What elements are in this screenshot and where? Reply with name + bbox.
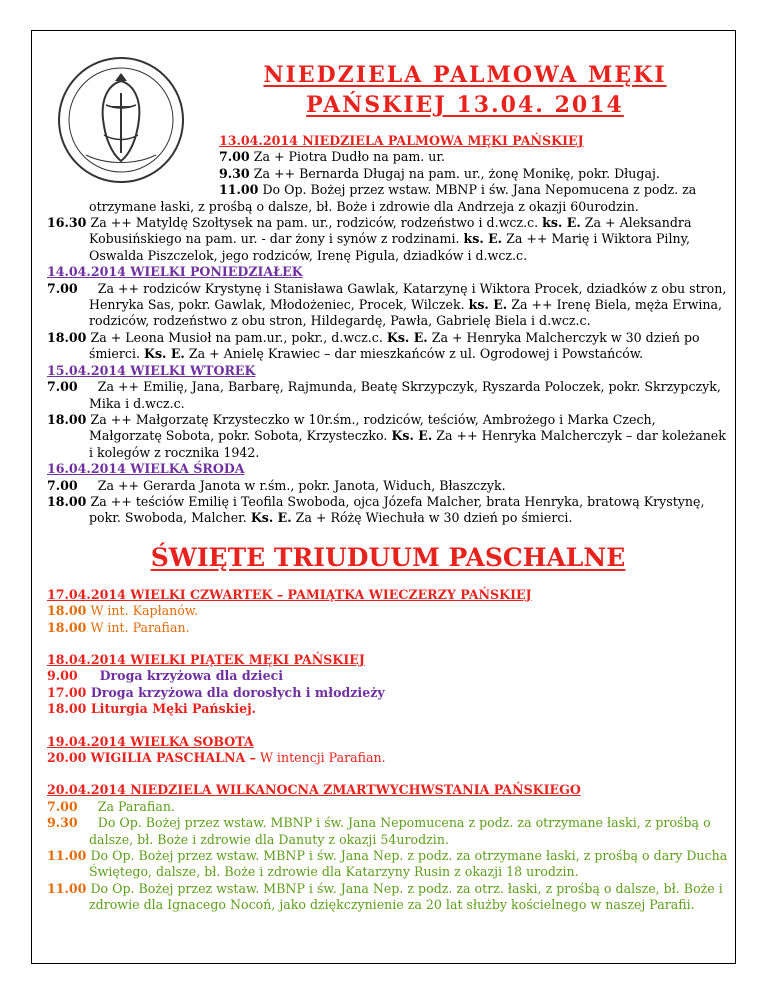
mass-intention: Za ++ Marię i Wiktora Pilny, Oswalda Piszczelok, jego rodziców, Irenę Pigula, dziadków i d.wcz.c. bbox=[89, 231, 691, 263]
mass-time: 7.00 bbox=[47, 379, 78, 395]
mass-time: 18.00 bbox=[47, 701, 87, 717]
mass-intention: Za ++ Emilię, Jana, Barbarę, Rajmunda, Beatę Skrzypczyk, Ryszarda Poloczek, pokr. Skrzypczyk, Mika i d.wcz.c. bbox=[89, 379, 721, 411]
list-item bbox=[219, 166, 729, 182]
mass-schedule bbox=[47, 133, 729, 914]
day-header-friday: 18.04.2014 WIELKI PIĄTEK MĘKI PAŃSKIEJ bbox=[47, 651, 365, 667]
mass-intention: Droga krzyżowa dla dzieci bbox=[99, 668, 284, 684]
mass-intention: W int. Kapłanów. bbox=[90, 603, 199, 619]
mass-time: 20.00 bbox=[47, 750, 87, 765]
mass-time: 18.00 bbox=[47, 411, 87, 427]
list-item bbox=[47, 330, 729, 363]
day-header-tuesday: 15.04.2014 WIELKI WTOREK bbox=[47, 362, 256, 378]
mass-time: 9.00 bbox=[47, 668, 78, 684]
mass-time: 7.00 bbox=[47, 798, 78, 814]
mass-time: 16.30 bbox=[47, 215, 87, 231]
list-item bbox=[47, 701, 729, 717]
mass-intention: Za Parafian. bbox=[97, 798, 175, 814]
list-item bbox=[47, 799, 729, 815]
day-header-easter-sunday: 20.04.2014 NIEDZIELA WILKANOCNA ZMARTWYCHWSTANIA PAŃSKIEGO bbox=[47, 782, 581, 798]
mass-time: 18.00 bbox=[47, 619, 87, 635]
mass-intention: Za ++ Gerarda Janota w r.śm., pokr. Janota, Widuch, Błaszczyk. bbox=[97, 477, 506, 493]
mass-intention: Za ++ Bernarda Długaj na pam. ur., żonę Monikę, pokr. Długaj. bbox=[253, 165, 660, 181]
mass-intention: Do Op. Bożej przez wstaw. MBNP i św. Jana Nepomucena z podz. za otrzymane łaski, z prośbą o dalsze, bł. Boże i zdrowie dla Danuty z okazji 54urodzin. bbox=[89, 815, 711, 847]
priest-note: Ks. E. bbox=[391, 428, 433, 444]
mass-time: 11.00 bbox=[47, 848, 87, 864]
day-header-saturday: 19.04.2014 WIELKA SOBOTA bbox=[47, 733, 254, 749]
mass-intention: Do Op. Bożej przez wstaw. MBNP i św. Jana Nepomucena z podz. za otrzymane łaski, z prośbą o dalsze, bł. Boże i zdrowie dla Andrzeja z okazji 60urodzin. bbox=[89, 182, 697, 214]
mass-intention: Za + Aleksandra Kobusińskiego na pam. ur. - dar żony i synów z rodzinami. bbox=[89, 215, 692, 247]
mass-intention: Za ++ Irenę Biela, męża Erwina, rodziców, rodzeństwo z obu stron, Hildegardę, Pawła, Gabrielę Biela i d.wcz.c. bbox=[89, 297, 723, 329]
list-item bbox=[47, 848, 729, 881]
priest-note: ks. E. bbox=[468, 297, 508, 313]
day-header-palm-sunday: 13.04.2014 NIEDZIELA PALMOWA MĘKI PAŃSKIEJ bbox=[219, 133, 584, 148]
title-line-2: PAŃSKIEJ 13.04. 2014 bbox=[306, 92, 624, 118]
mass-time: 7.00 bbox=[47, 280, 78, 296]
mass-intention: Za + Różę Wiechuła w 30 dzień po śmierci. bbox=[295, 510, 573, 526]
list-item bbox=[47, 281, 729, 330]
mass-intention: Za ++ teściów Emilię i Teofila Swoboda, ojca Józefa Malcher, brata Henryka, bratową Krystynę, pokr. Swoboda, Malcher. bbox=[89, 493, 705, 526]
mass-intention: Do Op. Bożej przez wstaw. MBNP i św. Jana Nep. z podz. za otrzymane łaski, z prośbą o dary Ducha Świętego, dalsze, bł. Boże i zdrowie dla Katarzyny Rusin z okazji 18 urodzin. bbox=[89, 848, 728, 880]
mass-intention: Za ++ Henryka Malcherczyk – dar koleżanek i kolegów z rocznika 1942. bbox=[89, 428, 726, 460]
mass-intention: Za + Leona Musioł na pam.ur., pokr., d.wcz.c. bbox=[90, 329, 383, 345]
mass-time: 11.00 bbox=[47, 880, 87, 896]
list-item bbox=[219, 149, 729, 165]
mass-time: 9.30 bbox=[219, 165, 250, 181]
mass-time: 17.00 bbox=[47, 684, 87, 700]
mass-intention: Za ++ Małgorzatę Krzysteczko w 10r.śm., rodziców, teściów, Ambrożego i Marka Czech, Małgorzatę Sobota, pokr. Sobota, Krzysteczko. bbox=[89, 411, 656, 444]
mass-time: 9.30 bbox=[47, 815, 78, 831]
day-header-thursday: 17.04.2014 WIELKI CZWARTEK – PAMIĄTKA WIECZERZY PAŃSKIEJ bbox=[47, 586, 532, 602]
list-item bbox=[47, 881, 729, 914]
list-item bbox=[47, 215, 729, 264]
triduum-title: ŚWIĘTE TRIUDUUM PASCHALNE bbox=[150, 542, 626, 572]
list-item bbox=[47, 620, 729, 636]
mass-time: 7.00 bbox=[47, 477, 78, 493]
list-item bbox=[47, 412, 729, 461]
mass-intention: Za + Henryka Malcherczyk w 30 dzień po śmierci. bbox=[89, 329, 700, 362]
mass-intention: Za + Piotra Dudło na pam. ur. bbox=[253, 149, 446, 165]
mass-intention: Droga krzyżowa dla dorosłych i młodzieży bbox=[90, 684, 385, 700]
title-line-1: NIEDZIELA PALMOWA MĘKI bbox=[263, 62, 667, 88]
page-title bbox=[250, 60, 680, 120]
priest-note: ks. E. bbox=[542, 215, 581, 231]
mass-intention: Do Op. Bożej przez wstaw. MBNP i św. Jana Nep. z podz. za otrz. łaski, z prośbą o dalsze, bł. Boże i zdrowie dla Ignacego Nocoń, jako dziękczynienie za 20 lat służby kościelnego w naszej Parafii. bbox=[89, 880, 723, 913]
list-item bbox=[47, 750, 729, 766]
priest-note: Ks. E. bbox=[250, 510, 292, 526]
list-item bbox=[47, 478, 729, 494]
mass-time: 18.00 bbox=[47, 493, 87, 509]
list-item bbox=[47, 603, 729, 619]
list-item bbox=[47, 668, 729, 684]
vigil-label: WIGILIA PASCHALNA – bbox=[90, 750, 256, 765]
mass-intention: Liturgia Męki Pańskiej. bbox=[90, 701, 257, 717]
list-item bbox=[47, 494, 729, 527]
mass-time: 18.00 bbox=[47, 329, 87, 345]
mass-intention: W intencji Parafian. bbox=[259, 750, 386, 765]
list-item bbox=[47, 379, 729, 412]
priest-note: ks. E. bbox=[463, 231, 503, 247]
day-header-monday: 14.04.2014 WIELKI PONIEDZIAŁEK bbox=[47, 264, 303, 280]
list-item bbox=[47, 182, 729, 215]
priest-note: Ks. E. bbox=[386, 329, 428, 345]
mass-intention: Za + Anielę Krawiec – dar mieszkańców z ul. Ogrodowej i Powstańców. bbox=[188, 346, 644, 362]
list-item bbox=[47, 815, 729, 848]
priest-note: Ks. E. bbox=[144, 346, 185, 362]
day-header-wednesday: 16.04.2014 WIELKA ŚRODA bbox=[47, 461, 245, 477]
mass-time: 18.00 bbox=[47, 603, 87, 619]
list-item bbox=[47, 685, 729, 701]
mass-time: 7.00 bbox=[219, 149, 250, 165]
mass-intention: Za ++ Matyldę Szołtysek na pam. ur., rodziców, rodzeństwo i d.wcz.c. bbox=[90, 215, 539, 231]
mass-time: 11.00 bbox=[219, 182, 259, 198]
mass-intention: W int. Parafian. bbox=[90, 619, 190, 635]
mass-intention: Za ++ rodziców Krystynę i Stanisława Gawlak, Katarzynę i Wiktora Procek, dziadków z obu stron, Henryka Sas, pokr. Gawlak, Młodożeniec, Procek, Wilczek. bbox=[89, 280, 727, 313]
